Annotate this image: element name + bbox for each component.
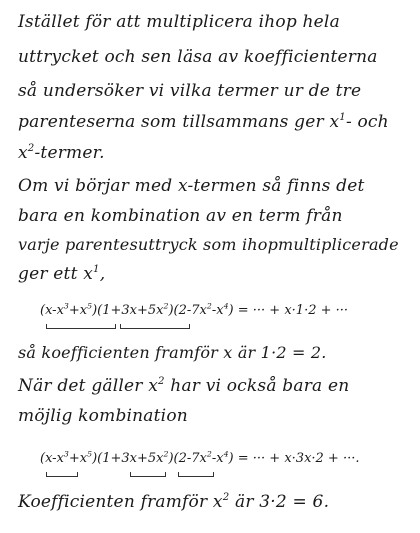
eq-part: ) = ··· + x·3x·2 + ···. [228,451,360,466]
eq-part: (x-x [40,303,64,318]
exponent: 5 [87,449,93,459]
exponent: 2 [158,375,165,387]
text-fragment: - och [345,112,389,132]
text-line: Om vi börjar med x-termen så finns det [18,176,365,196]
eq-part: )(2-7x [168,451,207,466]
text-line [18,376,349,396]
eq-part: -x [211,303,224,318]
text-fragment: parenteserna som tillsammans ger x [18,112,340,132]
text-line: bara en kombination av en term från [18,206,343,226]
eq-part: +x [68,303,88,318]
equation-2 [40,451,360,466]
exponent: 4 [223,449,229,459]
exponent: 1 [93,263,100,275]
text-line [18,143,105,163]
exponent: 3 [63,449,69,459]
exponent: 4 [223,301,229,311]
text-line: varje parentesuttryck som ihopmultiplicerade [18,235,399,254]
text-fragment: x [18,143,28,163]
underbrace [46,472,78,477]
exponent: 2 [163,449,169,459]
exponent: 5 [87,301,93,311]
exponent: 2 [163,301,169,311]
text-fragment: Koefficienten framför x [18,492,223,512]
text-line [18,112,389,132]
text-fragment: När det gäller x [18,376,158,396]
exponent: 2 [206,301,212,311]
text-line: uttrycket och sen läsa av koefficienterna [18,47,378,67]
exponent: 1 [339,111,346,123]
eq-part: -x [211,451,224,466]
underbrace [120,324,190,329]
underbrace [178,472,214,477]
text-fragment: har vi också bara en [164,376,350,396]
text-line [18,492,329,512]
text-line: så undersöker vi vilka termer ur de tre [18,81,362,101]
eq-part: ) = ··· + x·1·2 + ··· [228,303,349,318]
exponent: 2 [222,491,230,503]
underbrace [46,324,116,329]
text-line [18,264,105,284]
eq-part: +x [68,451,88,466]
eq-part: )(2-7x [168,303,207,318]
text-fragment: -termer. [34,143,105,163]
text-line: möjlig kombination [18,406,188,426]
eq-part: )(1+3x+5x [92,303,164,318]
text-fragment: ger ett x [18,264,93,284]
eq-part: (x-x [40,451,64,466]
exponent: 2 [206,449,212,459]
equation-1 [40,303,348,318]
underbrace [130,472,166,477]
text-line: så koefficienten framför x är 1·2 = 2. [18,343,327,362]
text-fragment: är 3·2 = 6. [229,492,330,512]
eq-part: )(1+3x+5x [92,451,164,466]
text-fragment: , [99,264,106,284]
exponent: 2 [27,142,35,154]
text-line: Istället för att multiplicera ihop hela [18,12,340,32]
exponent: 3 [63,301,69,311]
